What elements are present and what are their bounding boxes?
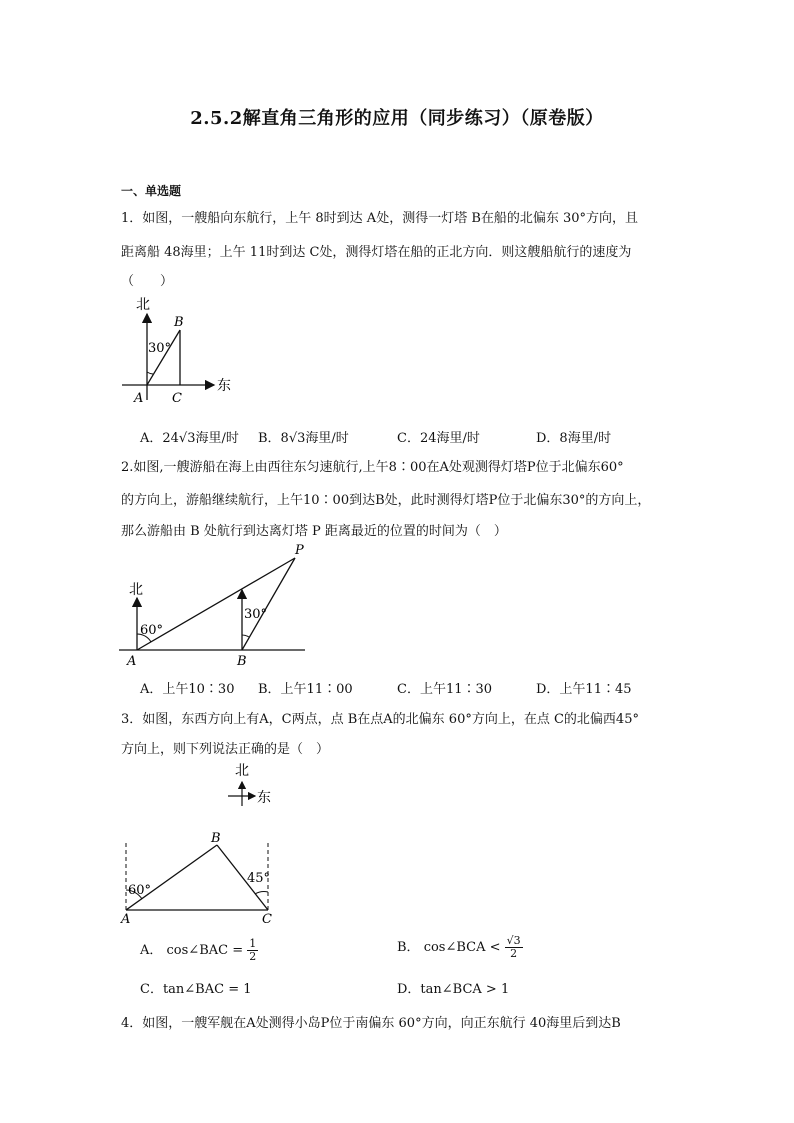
q3-option-a-fraction — [247, 938, 258, 963]
section-heading: 一、单选题 — [121, 184, 182, 198]
q3-option-c[interactable]: C．tan∠BAC = 1 — [140, 982, 252, 997]
q1-label-east: 东 — [217, 378, 231, 394]
q3-label-b: B — [211, 831, 221, 846]
q2-text-line2: 的方向上，游船继续航行，上午10∶00到达B处，此时测得灯塔P位于北偏东30°的方向上， — [121, 493, 651, 508]
q3-option-b[interactable] — [397, 935, 523, 960]
q3-angle-label-c: 45° — [247, 871, 271, 886]
q1-label-a: A — [134, 391, 144, 406]
q3-label-c: C — [262, 912, 272, 927]
q1-option-c[interactable]: C．24海里/时 — [397, 431, 480, 446]
q3-option-b-expr: cos∠BCA < — [423, 940, 501, 955]
q2-angle-label-a: 60° — [140, 623, 164, 638]
q1-angle-label: 30° — [148, 341, 172, 356]
q2-option-b[interactable]: B．上午11∶00 — [258, 682, 353, 697]
q2-text-line3: 那么游船由 B 处航行到达离灯塔 P 距离最近的位置的时间为（ ） — [121, 524, 507, 539]
q3-text-line2: 方向上，则下列说法正确的是（ ） — [121, 742, 330, 757]
q3-segment-ab — [126, 845, 217, 910]
q1-option-b[interactable]: B．8√3海里/时 — [258, 431, 349, 446]
q3-label-a: A — [121, 912, 131, 927]
q1-text-line2: 距离船 48海里；上午 11时到达 C处，测得灯塔在船的正北方向．则这艘船航行的速度为 — [121, 245, 632, 260]
q1-option-d[interactable]: D．8海里/时 — [536, 431, 612, 446]
q2-angle-arc-b — [242, 635, 249, 637]
q3-option-a[interactable] — [140, 938, 258, 963]
q4-text-line1: 4．如图，一艘军舰在A处测得小岛P位于南偏东 60°方向，向正东航行 40海里后到达B — [121, 1016, 621, 1031]
q3-label-north: 北 — [235, 763, 249, 779]
q3-figure — [114, 828, 284, 928]
q3-angle-arc-c — [255, 892, 268, 894]
q1-option-a[interactable]: A．24√3海里/时 — [140, 431, 239, 446]
q3-option-b-numerator: √3 — [506, 934, 521, 947]
q2-label-north: 北 — [129, 582, 143, 598]
q1-label-c: C — [172, 391, 182, 406]
q1-label-north: 北 — [136, 297, 150, 313]
q3-text-line1: 3．如图，东西方向上有A，C两点，点 B在点A的北偏东 60°方向上，在点 C的北偏西45° — [121, 712, 639, 727]
q2-option-c[interactable]: C．上午11∶30 — [397, 682, 493, 697]
q3-option-a-numerator: 1 — [249, 937, 257, 950]
q1-text-line1: 1．如图，一艘船向东航行，上午 8时到达 A处，测得一灯塔 B在船的北偏东 30°方向，且 — [121, 211, 639, 226]
q2-segment-bp — [242, 558, 295, 650]
q2-text-line1: 2.如图,一艘游船在海上由西往东匀速航行,上午8∶00在A处观测得灯塔P位于北偏东60° — [121, 460, 624, 475]
q3-angle-label-a: 60° — [128, 883, 152, 898]
q3-option-a-denominator: 2 — [249, 950, 257, 963]
q2-label-p: P — [295, 543, 304, 558]
q3-option-b-label: B． — [397, 940, 420, 955]
q3-option-a-label: A． — [140, 943, 163, 958]
q2-option-a[interactable]: A．上午10∶30 — [140, 682, 235, 697]
page-title: 2.5.2解直角三角形的应用（同步练习）（原卷版） — [190, 108, 604, 129]
q3-option-b-denominator: 2 — [510, 947, 518, 960]
q2-figure — [115, 538, 310, 668]
q3-compass — [222, 758, 282, 810]
q1-label-b: B — [174, 315, 184, 330]
q2-angle-label-b: 30° — [244, 607, 268, 622]
q1-angle-arc — [147, 372, 153, 374]
q3-option-a-expr: cos∠BAC = — [166, 943, 244, 958]
q3-option-b-fraction — [505, 935, 523, 960]
q2-label-b: B — [237, 654, 247, 668]
q3-label-east: 东 — [257, 790, 271, 806]
q2-option-d[interactable]: D．上午11∶45 — [536, 682, 632, 697]
q3-option-d[interactable]: D．tan∠BCA > 1 — [397, 982, 510, 997]
q1-figure — [118, 292, 238, 407]
q1-segment-ab — [147, 330, 180, 385]
q2-label-a: A — [127, 654, 137, 668]
q1-text-line3: （ ） — [121, 274, 174, 289]
